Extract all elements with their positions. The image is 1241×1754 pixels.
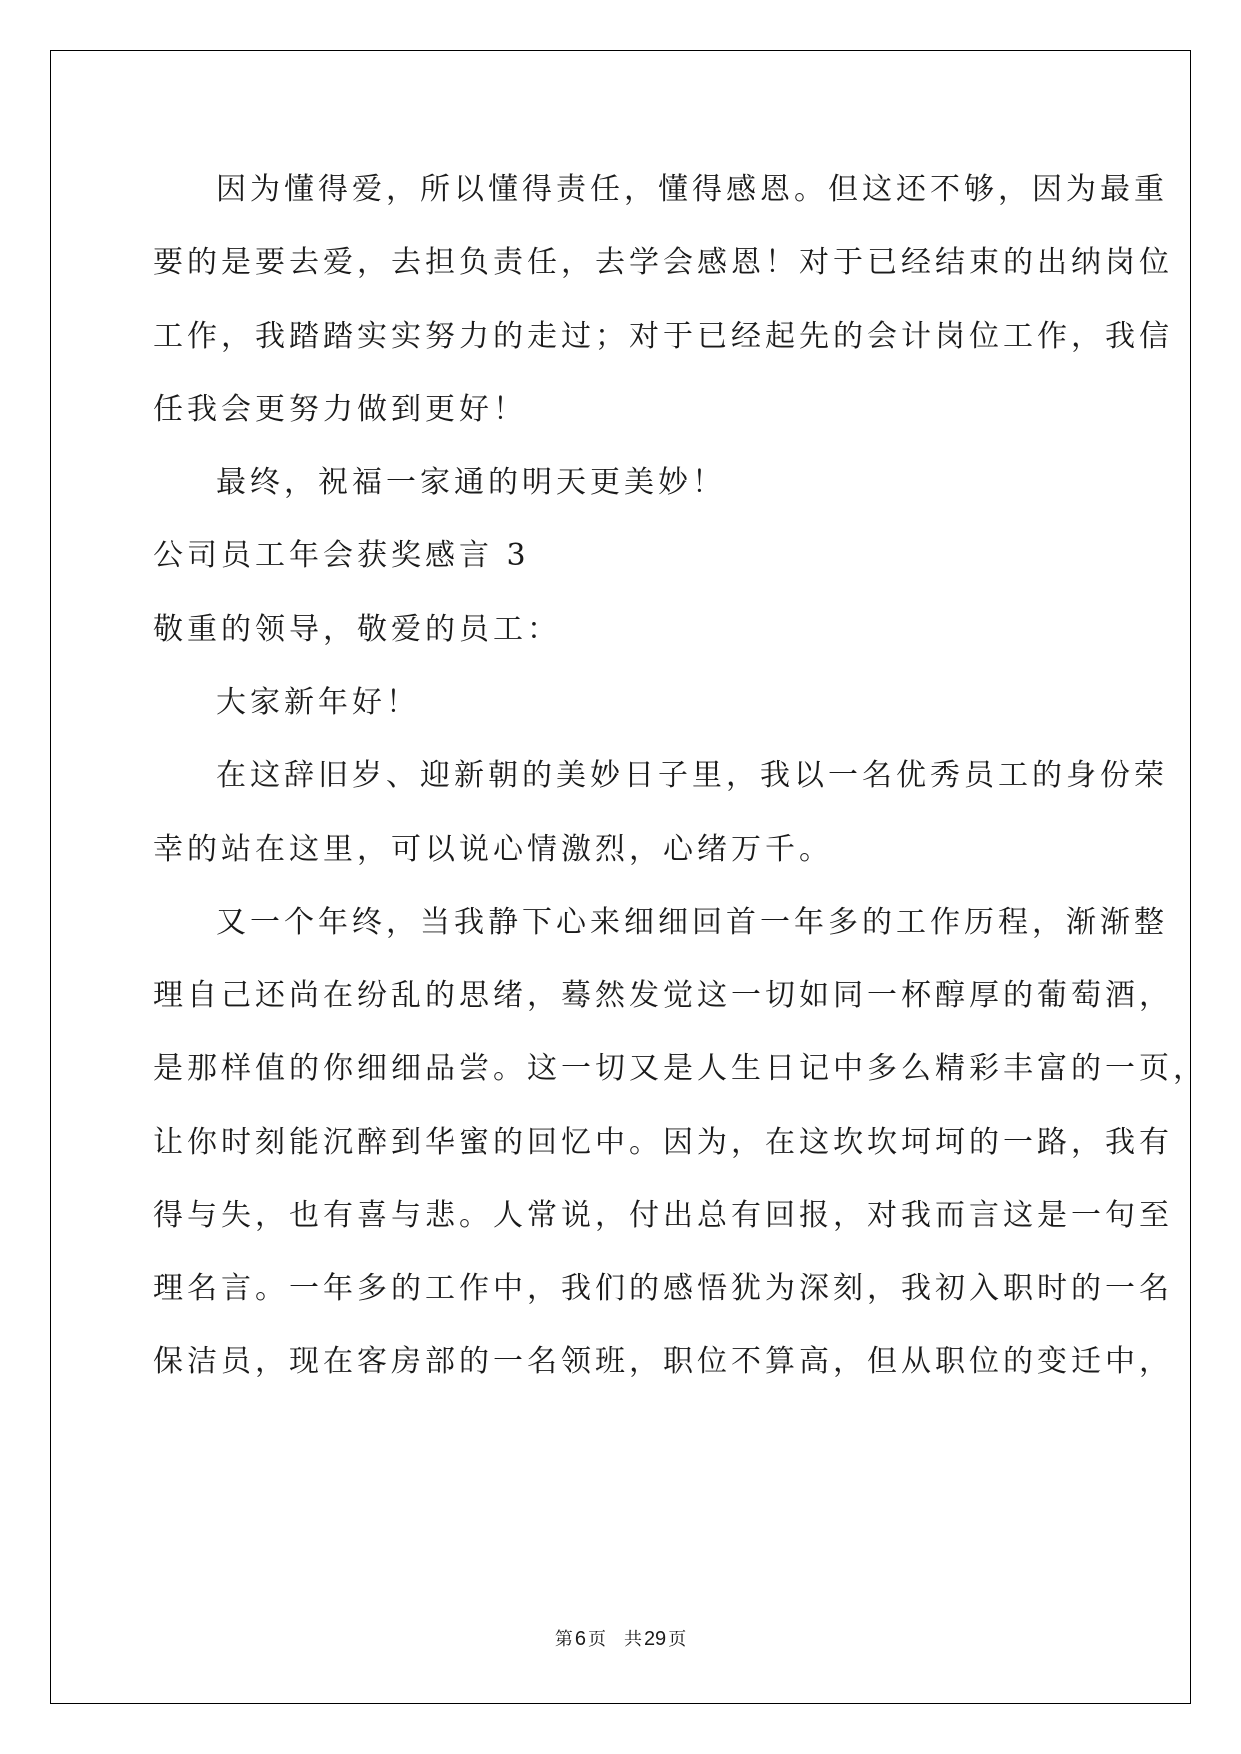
total-pages: 29 <box>643 1628 667 1650</box>
page-border <box>50 50 1191 1704</box>
page-suffix: 页 <box>587 1629 606 1650</box>
paragraph-line: 保洁员，现在客房部的一名领班，职位不算高，但从职位的变迁中， <box>153 1344 1173 1379</box>
paragraph-line: 在这辞旧岁、迎新朝的美妙日子里，我以一名优秀员工的身份荣 <box>216 758 1168 793</box>
section-heading: 公司员工年会获奖感言 3 <box>153 538 530 573</box>
paragraph-line: 让你时刻能沉醉到华蜜的回忆中。因为，在这坎坎坷坷的一路，我有 <box>153 1125 1173 1160</box>
paragraph-line: 工作，我踏踏实实努力的走过；对于已经起先的会计岗位工作，我信 <box>153 319 1173 354</box>
total-prefix: 共 <box>623 1629 642 1650</box>
paragraph-line: 理自己还尚在纷乱的思绪，蓦然发觉这一切如同一杯醇厚的葡萄酒， <box>153 978 1173 1013</box>
paragraph-line: 因为懂得爱，所以懂得责任，懂得感恩。但这还不够，因为最重 <box>216 172 1168 207</box>
paragraph-line: 又一个年终，当我静下心来细细回首一年多的工作历程，渐渐整 <box>216 905 1168 940</box>
page-footer <box>0 1627 1241 1652</box>
page-number: 6 <box>574 1628 586 1650</box>
paragraph-line: 要的是要去爱，去担负责任，去学会感恩！对于已经结束的出纳岗位 <box>153 245 1173 280</box>
page-prefix: 第 <box>554 1629 573 1650</box>
paragraph-line: 任我会更努力做到更好！ <box>153 392 527 427</box>
paragraph-line: 得与失，也有喜与悲。人常说，付出总有回报，对我而言这是一句至 <box>153 1198 1173 1233</box>
total-suffix: 页 <box>668 1629 687 1650</box>
paragraph-line: 最终，祝福一家通的明天更美妙！ <box>216 465 726 500</box>
salutation: 敬重的领导，敬爱的员工： <box>153 612 561 647</box>
greeting: 大家新年好！ <box>216 685 420 720</box>
paragraph-line: 幸的站在这里，可以说心情激烈，心绪万千。 <box>153 832 833 867</box>
paragraph-line: 是那样值的你细细品尝。这一切又是人生日记中多么精彩丰富的一页， <box>153 1051 1207 1086</box>
paragraph-line: 理名言。一年多的工作中，我们的感悟犹为深刻，我初入职时的一名 <box>153 1271 1173 1306</box>
